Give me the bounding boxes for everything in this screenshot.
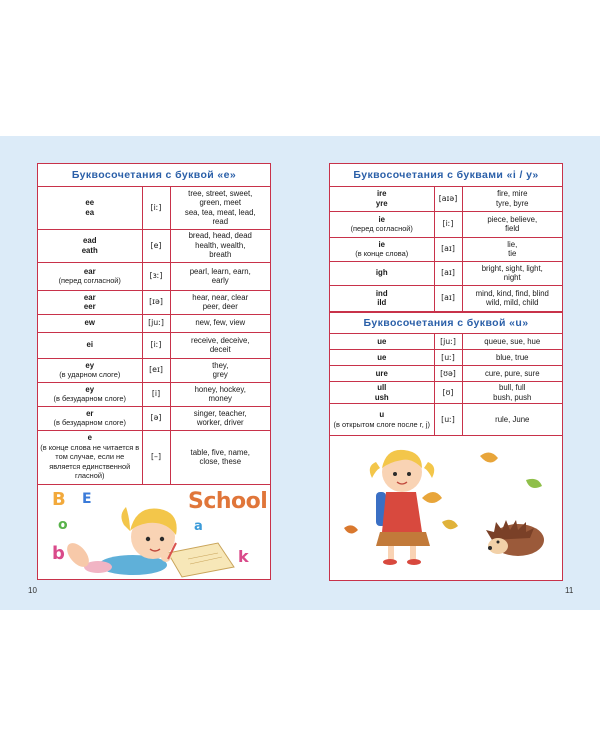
example-line: bread, head, dead [188,231,252,241]
example-line: singer, teacher, [193,408,247,418]
examples-cell [170,187,270,229]
examples-cell [462,285,562,311]
letter-combination: ey [85,360,95,370]
spelling-cell [38,314,142,332]
letter-combination: eer [83,302,96,311]
examples-cell [462,187,562,211]
letter-combination: ew [84,318,95,328]
transcription-cell: [ʊə] [434,366,462,382]
transcription-cell: [eɪ] [142,358,170,382]
letter-k: k [238,546,249,566]
table-row [38,262,270,290]
transcription-cell: [iː] [434,211,462,237]
spelling-cell [38,406,142,430]
example-line: blue, true [495,352,529,362]
example-line: cure, pure, sure [484,368,540,378]
transcription-cell: [juː] [434,334,462,350]
letter-combination: ull [377,383,387,393]
example-line: health, wealth, [195,240,246,250]
table-row [38,406,270,430]
example-line: tyre, byre [496,198,529,208]
letter-o: o [58,516,68,533]
spelling-cell [330,211,434,237]
table-row [38,290,270,314]
example-line: fire, mire [497,189,528,199]
transcription-cell: [e] [142,229,170,262]
example-line: deceit [209,345,231,354]
letter-B: B [52,488,66,510]
right-letter-table-iy [330,187,562,312]
spelling-cell [330,382,434,404]
spelling-cell [38,332,142,358]
example-line: breath [209,250,232,260]
letter-combination: ild [377,298,387,307]
examples-cell [462,237,562,261]
example-line: grey [212,370,228,379]
right-page-panel [329,163,563,581]
example-line: table, five, name, [190,447,250,457]
example-line: tie [508,249,517,258]
table-row [330,382,562,404]
spelling-cell [330,187,434,211]
examples-cell [170,262,270,290]
example-line: close, these [199,457,242,466]
table-row [330,404,562,436]
table-row [38,358,270,382]
example-line: worker, driver [196,418,244,427]
example-line: pearl, learn, earn, [189,266,251,276]
letter-combination: ue [377,336,387,346]
letter-combination: ie [378,214,385,224]
examples-cell [462,211,562,237]
examples-cell [462,382,562,404]
left-letter-table [38,187,270,485]
examples-cell [170,229,270,262]
transcription-cell: [i] [142,382,170,406]
right-letter-table-u [330,334,562,437]
table-row [330,350,562,366]
right-table-title-iy: Буквосочетания с буквами «i / y» [330,164,562,187]
transcription-cell: [iː] [142,332,170,358]
right-table-title-u: Буквосочетания с буквой «u» [330,312,562,334]
letter-combination: ue [377,352,387,362]
transcription-cell: [iː] [142,187,170,229]
spelling-cell [330,350,434,366]
examples-cell [170,430,270,484]
examples-cell [170,406,270,430]
transcription-cell: [ʊ] [434,382,462,404]
transcription-cell: [uː] [434,350,462,366]
table-row [38,430,270,484]
example-line: bush, push [493,392,532,402]
left-page-panel [37,163,271,580]
spelling-cell [330,334,434,350]
spelling-cell [38,382,142,406]
letter-combination: ea [85,207,95,217]
examples-cell [170,314,270,332]
transcription-cell: [aɪ] [434,237,462,261]
table-row [38,229,270,262]
transcription-cell: [ə] [142,406,170,430]
spelling-cell [330,285,434,311]
example-line: hear, near, clear [192,292,249,302]
table-row [330,187,562,211]
letter-b: b [52,542,65,564]
example-line: bull, full [499,383,526,393]
letter-combination: ie [378,239,385,249]
example-line: early [211,276,229,285]
examples-cell [170,382,270,406]
table-row [330,334,562,350]
example-line: honey, hockey, [194,384,246,394]
letter-combination: ire [376,189,387,199]
example-line: peer, deer [202,302,238,311]
letter-combination: igh [375,268,388,278]
left-illustration [38,485,270,585]
examples-cell [462,350,562,366]
spelling-cell [330,261,434,285]
letter-combination: ure [375,368,388,378]
letter-combination: ee [85,198,95,208]
table-row [38,382,270,406]
letter-combination: yre [375,198,388,208]
letter-combination: ead [83,236,97,246]
usage-note: (перед согласной) [350,224,413,233]
spelling-cell [38,358,142,382]
examples-cell [462,366,562,382]
example-line: read [212,217,229,227]
examples-cell [170,290,270,314]
transcription-cell: [aɪ] [434,261,462,285]
right-illustration [330,436,562,568]
spelling-cell [38,187,142,229]
table-row [330,285,562,311]
transcription-cell: [juː] [142,314,170,332]
examples-cell [462,334,562,350]
school-word: School [188,488,268,514]
examples-cell [170,358,270,382]
example-line: field [505,224,520,233]
usage-note: (в конце слова) [355,249,409,258]
example-line: new, few, view [195,318,246,328]
examples-cell [462,404,562,436]
example-line: mind, kind, find, blind [475,288,549,298]
letter-combination: ind [375,288,388,298]
example-line: tree, street, sweet, [188,188,253,198]
example-line: queue, sue, hue [484,336,541,346]
usage-note: (в открытом слоге после r, j) [333,419,430,429]
letter-combination: ei [86,340,93,350]
letter-combination: e [87,433,92,443]
table-row [330,261,562,285]
transcription-cell: [uː] [434,404,462,436]
letter-combination: er [86,408,94,418]
letter-combination: ear [83,266,96,276]
transcription-cell: [ɜː] [142,262,170,290]
example-line: rule, June [495,414,530,424]
letter-combination: ey [85,384,95,394]
example-line: receive, deceive, [190,335,250,345]
spelling-cell [330,237,434,261]
spelling-cell [38,262,142,290]
letter-a: a [194,518,203,534]
transcription-cell: [–] [142,430,170,484]
example-line: wild, mild, child [486,298,539,307]
example-line: they, [212,360,229,370]
usage-note: (в безударном слоге) [53,394,126,403]
example-line: sea, tea, meat, lead, [184,207,256,217]
table-row [38,314,270,332]
table-row [38,187,270,229]
example-line: green, meet [199,198,242,208]
letter-combination: ush [374,392,389,402]
usage-note: (в ударном слоге) [59,370,121,379]
letter-E: E [82,490,92,507]
transcription-cell: [aɪ] [434,285,462,311]
examples-cell [462,261,562,285]
spelling-cell [38,229,142,262]
letter-combination: ear [83,292,96,302]
spelling-cell [38,430,142,484]
table-row [330,366,562,382]
left-table-title: Буквосочетания с буквой «е» [38,164,270,187]
usage-note: (в безударном слоге) [53,418,126,427]
table-row [38,332,270,358]
example-line: piece, believe, [487,214,538,224]
examples-cell [170,332,270,358]
example-line: bright, sight, light, [481,263,543,273]
example-line: night [503,273,521,282]
letter-combination: u [379,410,385,420]
example-line: lie, [507,239,518,249]
table-row [330,237,562,261]
table-row [330,211,562,237]
page-number-left: 10 [28,586,37,595]
transcription-cell: [aɪə] [434,187,462,211]
example-line: money [208,394,232,403]
spelling-cell [330,366,434,382]
page-number-right: 11 [565,586,574,595]
usage-note: (в конце слова не читается в том случае, если не является единственной гласной) [40,442,140,481]
letter-combination: eath [81,245,98,255]
usage-note: (перед согласной) [58,276,121,285]
spelling-cell [38,290,142,314]
spelling-cell [330,404,434,436]
transcription-cell: [ɪə] [142,290,170,314]
girl-with-leaves-illustration [330,436,561,568]
